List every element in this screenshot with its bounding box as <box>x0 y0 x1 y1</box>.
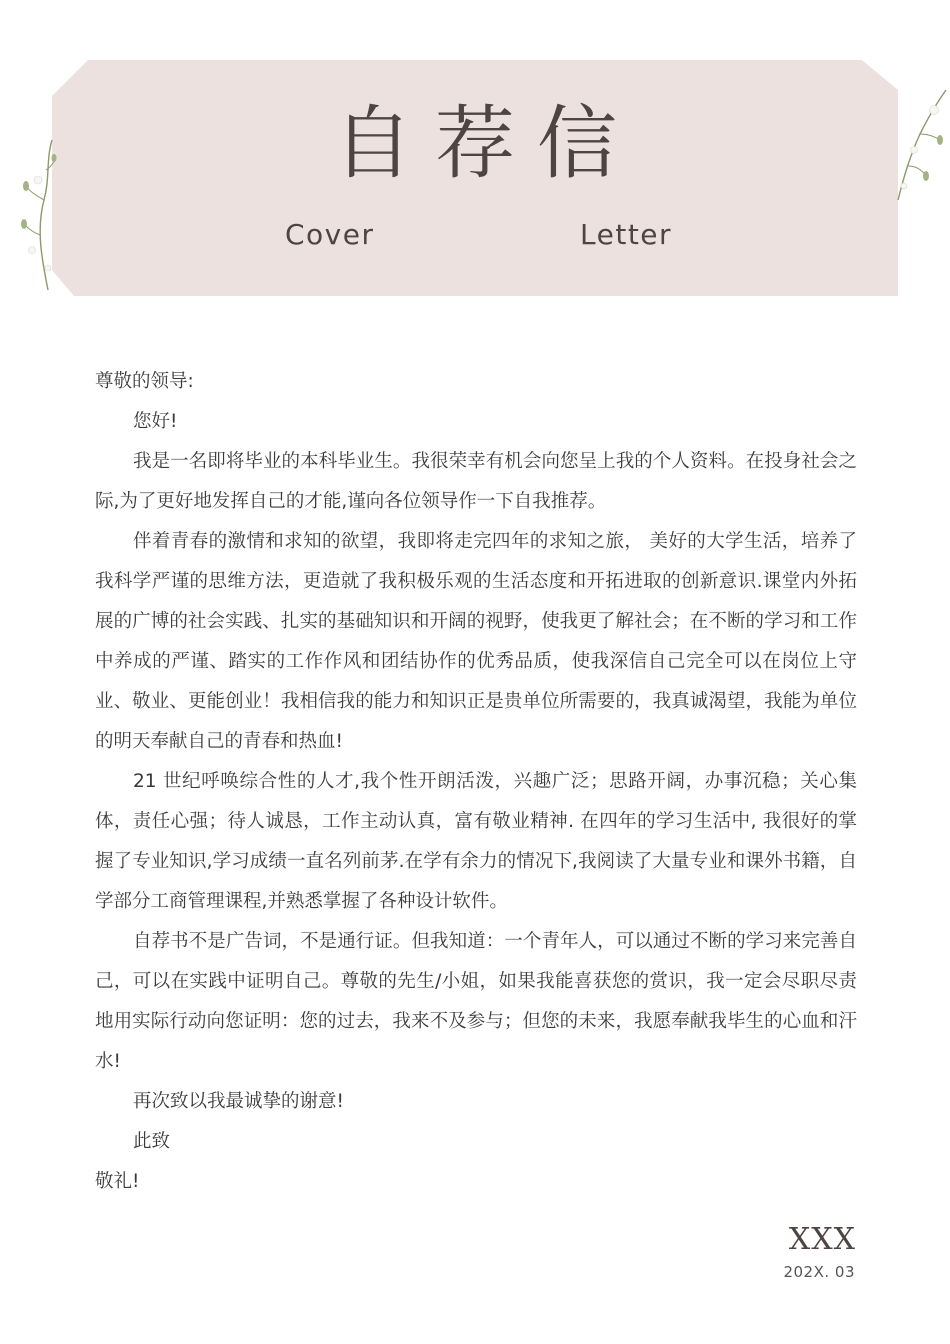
closing-cizhi: 此致 <box>133 1131 171 1152</box>
paragraph-university: 伴着青春的激情和求知的欲望，我即将走完四年的求知之旅， 美好的大学生活，培养了我科学严谨的思维方法，更造就了我积极乐观的生活态度和开拓进取的创新意识.课堂内外拓展的广博的社会实践、扎实的基础知识和开阔的视野，使我更了解社会；在不断的学习和工作中养成的严谨、踏实的工作作风和团结协作的优秀品质，使我深信自己完全可以在岗位上守业、敬业、更能创业！我相信我的能力和知识正是贵单位所需要的，我真诚渴望，我能为单位的明天奉献自己的青春和热血! <box>95 531 857 752</box>
salutation: 尊敬的领导: <box>95 371 194 392</box>
thanks-line: 再次致以我最诚挚的谢意! <box>133 1091 344 1112</box>
greeting: 您好! <box>133 411 178 432</box>
subtitle-cover: Cover <box>285 218 375 251</box>
closing-jingli: 敬礼! <box>95 1171 140 1192</box>
signature-name: XXX <box>788 1222 856 1257</box>
letter-body <box>95 362 857 1202</box>
signature-date: 202X. 03 <box>783 1263 855 1281</box>
paragraph-intro: 我是一名即将毕业的本科毕业生。我很荣幸有机会向您呈上我的个人资料。在投身社会之际,为了更好地发挥自己的才能,谨向各位领导作一下自我推荐。 <box>95 451 857 512</box>
paragraph-personality: 21 世纪呼唤综合性的人才,我个性开朗活泼，兴趣广泛；思路开阔，办事沉稳；关心集体，责任心强；待人诚恳，工作主动认真，富有敬业精神. 在四年的学习生活中, 我很好的掌握了专业知识,学习成绩一直名列前茅.在学有余力的情况下,我阅读了大量专业和课外书籍，自学部分工商管理课程,并熟悉掌握了各种设计软件。 <box>95 771 857 912</box>
page-title: 自荐信 <box>333 97 639 190</box>
subtitle-letter: Letter <box>580 218 673 251</box>
paragraph-closing: 自荐书不是广告词，不是通行证。但我知道：一个青年人，可以通过不断的学习来完善自己，可以在实践中证明自己。尊敬的先生/小姐，如果我能喜获您的赏识，我一定会尽职尽责地用实际行动向您证明：您的过去，我来不及参与；但您的未来，我愿奉献我毕生的心血和汗水! <box>95 931 857 1072</box>
